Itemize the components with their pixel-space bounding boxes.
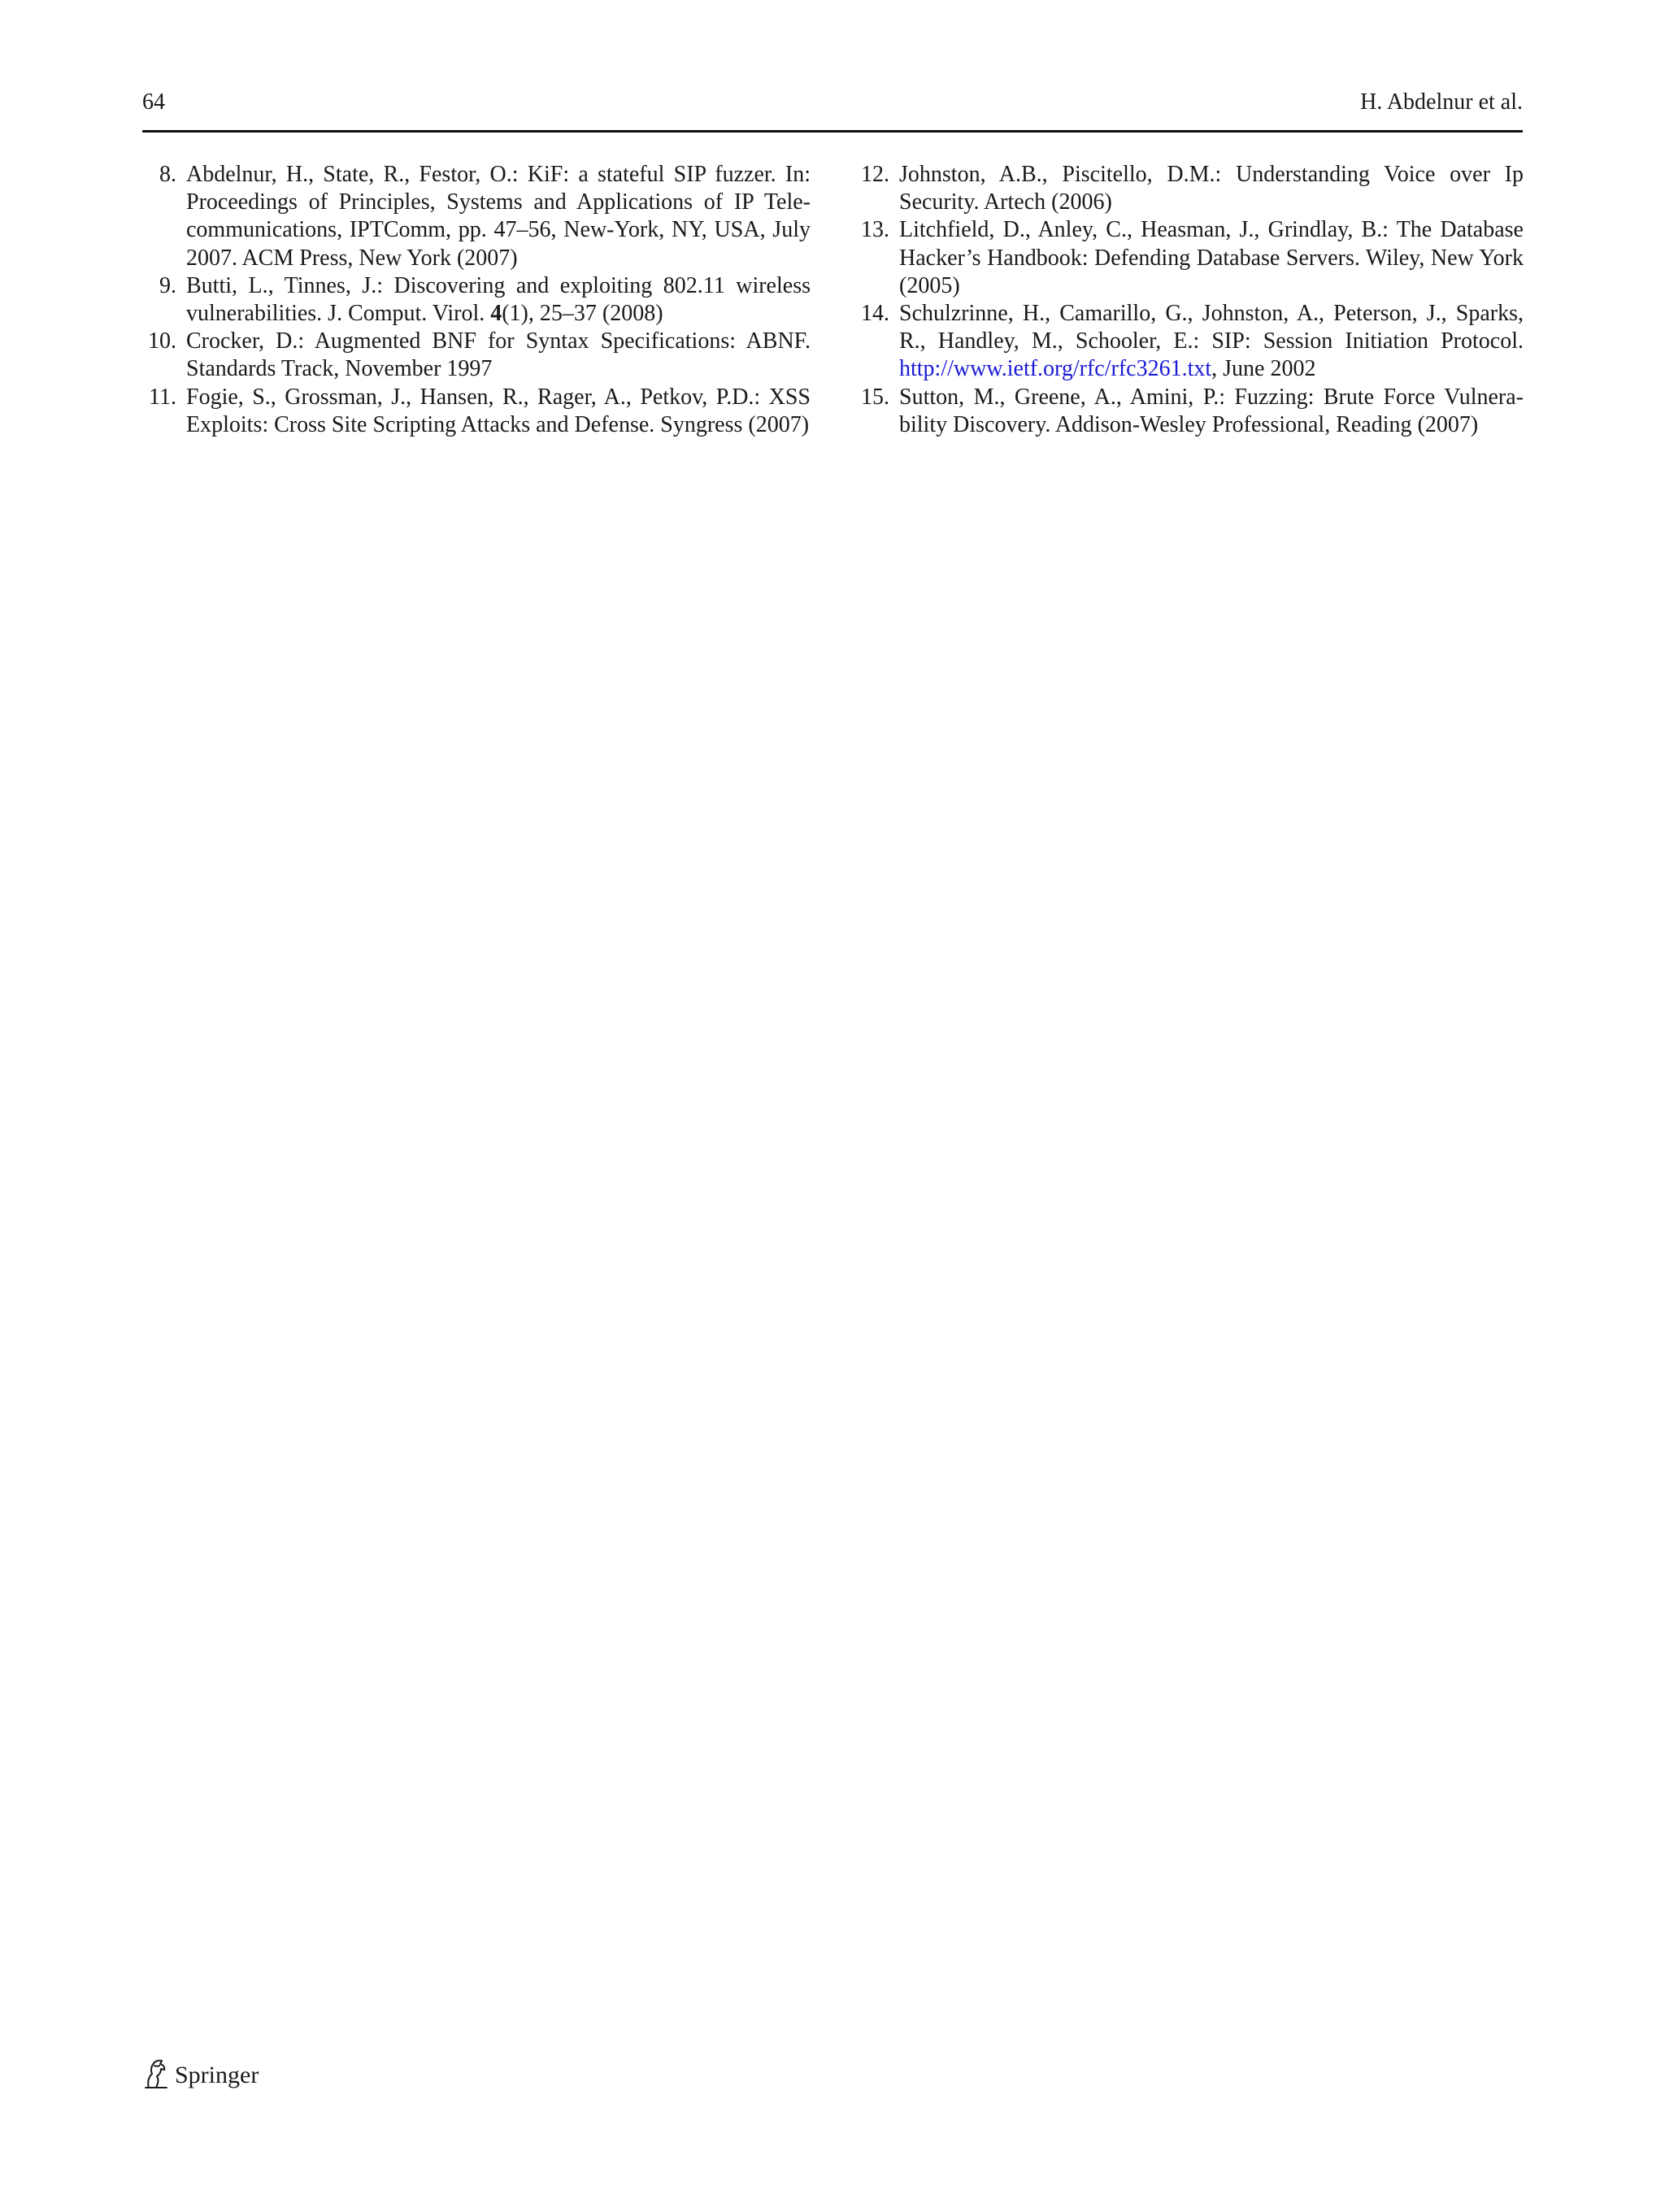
reference-item <box>142 384 811 439</box>
reference-number: 11. <box>149 384 176 410</box>
reference-item <box>142 272 811 328</box>
rfc-url-link[interactable]: http://www.ietf.org/rfc/rfc3261.txt <box>899 356 1212 382</box>
page-header <box>142 88 1523 133</box>
volume-number: 4 <box>490 301 502 327</box>
reference-item <box>142 328 811 383</box>
reference-text-part: (1), 25–37 (2008) <box>502 301 663 327</box>
reference-text <box>899 301 1524 381</box>
references-right-column <box>855 161 1524 439</box>
page-number: 64 <box>142 89 165 115</box>
reference-number: 15. <box>861 384 889 410</box>
reference-text-part: , June 2002 <box>1211 356 1316 382</box>
reference-item <box>855 300 1524 384</box>
reference-text: Fogie, S., Grossman, J., Hansen, R., Rager, A., Petkov, P.D.: XSS Exploits: Cross Site Scripting Attacks and Defense. Syngress (2007) <box>186 384 811 437</box>
reference-text: Crocker, D.: Augmented BNF for Syntax Specifications: ABNF. Standards Track, November 1997 <box>186 328 811 382</box>
reference-number: 10. <box>148 328 176 354</box>
running-head: H. Abdelnur et al. <box>1360 89 1523 115</box>
reference-text: Litchfield, D., Anley, C., Heasman, J., Grindlay, B.: The Database Hacker’s Handbook: Defending Database Servers. Wiley, New York (2005) <box>899 217 1524 298</box>
reference-text-part: Schulzrinne, H., Camarillo, G., Johnston, A., Peterson, J., Sparks, R., Handley, M., Schooler, E.: SIP: Session Initiation Protocol. <box>899 301 1524 354</box>
reference-number: 13. <box>861 217 889 243</box>
reference-text: Johnston, A.B., Piscitello, D.M.: Understanding Voice over Ip Security. Artech (2006) <box>899 162 1524 215</box>
reference-text-part: Butti, L., Tinnes, J.: Discovering and exploiting 802.11 wireless vulnerabilities. J. Comput. Virol. <box>186 272 811 327</box>
reference-text: Abdelnur, H., State, R., Festor, O.: KiF: a stateful SIP fuzzer. In: Proceedings of Principles, Systems and Applications of IP Telecommunications, IPTComm, pp. 47–56, New-York, NY, USA, July 2007. ACM Press, New York (2007) <box>186 162 811 271</box>
publisher-name: Springer <box>175 2062 259 2088</box>
reference-number: 9. <box>159 272 176 298</box>
references-left-column <box>142 161 811 439</box>
reference-number: 8. <box>159 162 176 187</box>
reference-text <box>186 273 811 326</box>
reference-list <box>855 161 1524 439</box>
reference-item <box>142 161 811 272</box>
reference-item <box>855 384 1524 439</box>
reference-list <box>142 161 811 439</box>
reference-number: 12. <box>861 162 889 187</box>
publisher-logo <box>142 2055 259 2096</box>
reference-text: Sutton, M., Greene, A., Amini, P.: Fuzzing: Brute Force Vulnerability Discovery. Addison-Wesley Professional, Reading (2007) <box>899 384 1524 437</box>
reference-item <box>855 216 1524 300</box>
reference-item <box>855 161 1524 216</box>
springer-horse-icon <box>142 2058 170 2094</box>
reference-number: 14. <box>861 301 889 327</box>
